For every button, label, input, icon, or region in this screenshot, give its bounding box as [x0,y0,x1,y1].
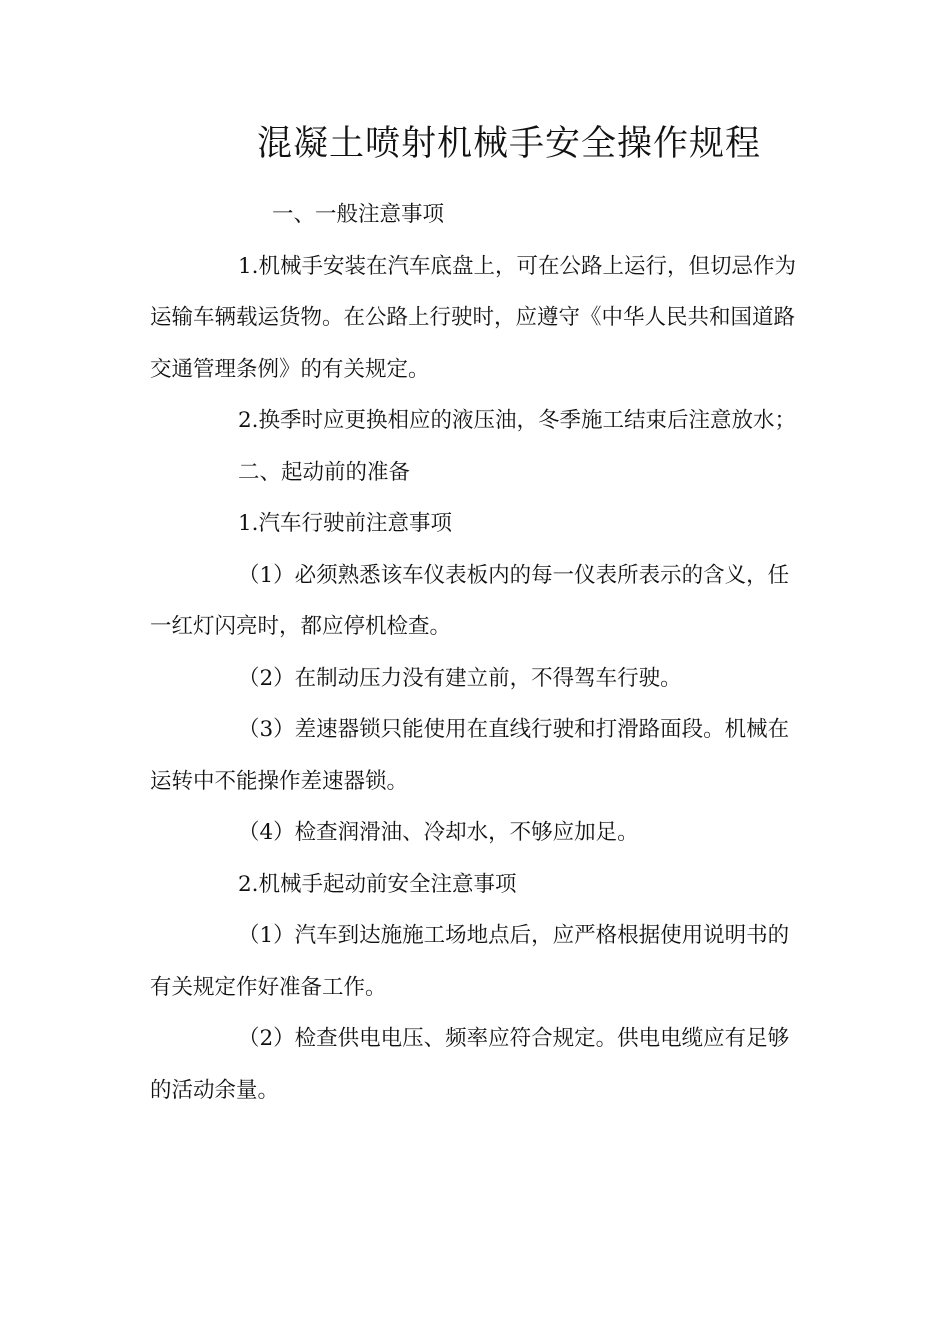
document-paragraph: （2）在制动压力没有建立前，不得驾车行驶。 [238,665,682,691]
document-paragraph: 二、起动前的准备 [238,459,411,485]
document-paragraph: 1.汽车行驶前注意事项 [238,511,453,536]
document-paragraph: 一、一般注意事项 [272,202,445,227]
document-body [150,189,800,1116]
document-paragraph: 1.机械手安装在汽车底盘上，可在公路上运行，但切忌作为运输车辆载运货物。在公路上行驶时，应遵守《中华人民共和国道路交通管理条例》的有关规定。 [150,253,797,382]
document-paragraph: （4）检查润滑油、冷却水，不够应加足。 [238,820,639,845]
document-paragraph: （3）差速器锁只能使用在直线行驶和打滑路面段。机械在运转中不能操作差速器锁。 [150,717,790,794]
document-paragraph: （1）必须熟悉该车仪表板内的每一仪表所表示的含义，任一红灯闪亮时，都应停机检查。 [150,562,790,639]
document-paragraph: （2）检查供电电压、频率应符合规定。供电电缆应有足够的活动余量。 [150,1026,790,1103]
document-paragraph: （1）汽车到达施施工场地点后，应严格根据使用说明书的有关规定作好准备工作。 [150,923,790,1000]
document-paragraph: 2.换季时应更换相应的液压油，冬季施工结束后注意放水； [238,408,797,433]
document-title: 混凝土喷射机械手安全操作规程 [256,124,761,164]
document-paragraph: 2.机械手起动前安全注意事项 [238,871,517,897]
